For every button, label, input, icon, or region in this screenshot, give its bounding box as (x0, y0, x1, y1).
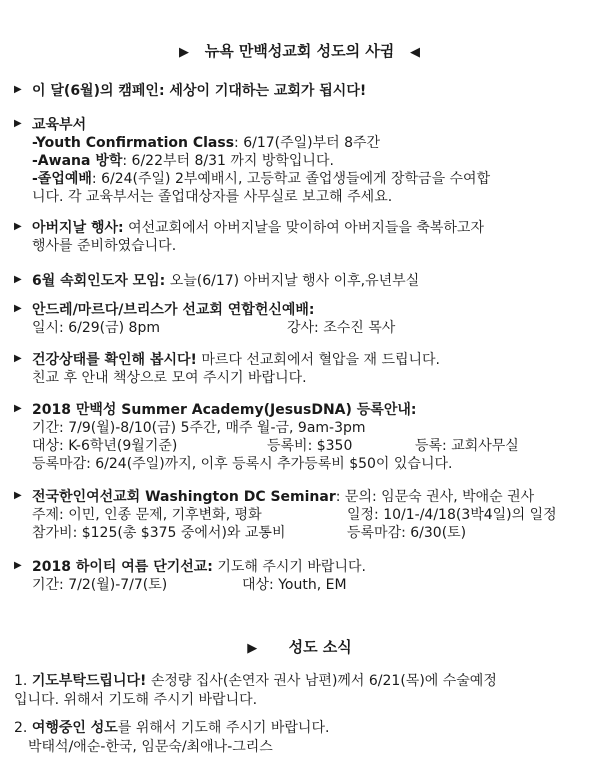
announcement-leaders-meeting (14, 272, 584, 290)
bullet-icon: ▶ (14, 303, 22, 314)
summer-academy-deadline: 등록마감: 6/24(주일)까지, 이후 등록시 추가등록비 $50이 있습니다. (32, 456, 453, 472)
haiti-mission-period: 기간: 7/2(월)-7/7(토) (32, 577, 168, 593)
summer-academy-register: 등록: 교회사무실 (415, 438, 519, 454)
left-triangle-icon: ◀ (409, 45, 420, 60)
prayer-request-text-cont: 입니다. 위해서 기도해 주시기 바랍니다. (14, 692, 258, 708)
bullet-icon: ▶ (14, 84, 22, 95)
section-title: 뉴욕 만백성교회 성도의 사귐 (204, 42, 395, 60)
dc-seminar-contact: : 문의: 임문숙 권사, 박애순 권사 (335, 489, 535, 505)
joint-service-speaker: 강사: 조수진 목사 (287, 320, 396, 336)
graduation-label: -졸업예배 (32, 171, 92, 187)
education-title: 교육부서 (32, 117, 87, 133)
health-check-text-cont: 친교 후 안내 책상으로 모여 주시기 바랍니다. (32, 370, 307, 386)
campaign-text: 이 달(6월)의 캠페인: 세상이 기대하는 교회가 됩시다! (32, 83, 367, 99)
dc-seminar-schedule: 일정: 10/1-/4/18(3박4일)의 일정 (347, 507, 557, 523)
youth-class-text: : 6/17(주일)부터 8주간 (234, 135, 381, 151)
dc-seminar-topic: 주제: 이민, 인종 문제, 기후변화, 평화 (32, 507, 262, 523)
fathers-day-text-cont: 행사를 준비하였습니다. (32, 238, 177, 254)
news-number: 2. (14, 720, 28, 736)
bullet-icon: ▶ (14, 118, 22, 129)
section-header-fellowship (0, 40, 599, 61)
haiti-mission-text: 기도해 주시기 바랍니다. (212, 559, 366, 575)
announcement-education (14, 116, 584, 206)
right-triangle-icon: ▶ (247, 641, 258, 656)
announcement-dc-seminar (14, 488, 584, 542)
announcement-joint-service (14, 301, 584, 337)
bullet-icon: ▶ (14, 274, 22, 285)
bullet-icon: ▶ (14, 490, 22, 501)
bullet-icon: ▶ (14, 221, 22, 232)
graduation-text: : 6/24(주일) 2부예배시, 고등학교 졸업생들에게 장학금을 수여합 (91, 171, 491, 187)
section-title: 성도 소식 (288, 638, 352, 656)
prayer-request-text: 손정량 집사(손연자 권사 남편)께서 6/21(목)에 수술예정 (146, 673, 497, 689)
joint-service-date: 일시: 6/29(금) 8pm (32, 320, 160, 336)
summer-academy-title: 2018 만백성 Summer Academy(JesusDNA) 등록안내: (32, 402, 417, 418)
announcement-health-check (14, 351, 584, 387)
traveling-label: 여행중인 성도 (31, 720, 118, 736)
haiti-mission-label: 2018 하이티 여름 단기선교: (32, 559, 213, 575)
dc-seminar-label: 전국한인여선교회 Washington DC Seminar (32, 489, 336, 505)
bullet-icon: ▶ (14, 560, 22, 571)
announcement-campaign (14, 82, 584, 100)
haiti-mission-target: 대상: Youth, EM (242, 577, 347, 593)
leaders-meeting-label: 6월 속회인도자 모임: (32, 273, 166, 289)
health-check-label: 건강상태를 확인해 봅시다! (32, 352, 197, 368)
bullet-icon: ▶ (14, 353, 22, 364)
summer-academy-fee: 등록비: $350 (267, 438, 353, 454)
section-header-member-news (0, 636, 599, 657)
traveling-text: 를 위해서 기도해 주시기 바랍니다. (117, 720, 330, 736)
prayer-request-label: 기도부탁드립니다! (31, 673, 147, 689)
youth-class-label: -Youth Confirmation Class (32, 135, 235, 151)
news-item-prayer-request (14, 672, 589, 710)
graduation-text-cont: 니다. 각 교육부서는 졸업대상자를 사무실로 보고해 주세요. (32, 189, 393, 205)
awana-label: -Awana 방학 (32, 153, 123, 169)
joint-service-title: 안드레/마르다/브리스가 선교회 연합헌신예배: (32, 302, 315, 318)
news-item-traveling-members (14, 719, 589, 757)
announcement-haiti-mission (14, 558, 584, 594)
announcement-fathers-day (14, 219, 584, 255)
fathers-day-text: 여선교회에서 아버지날을 맞이하여 아버지들을 축복하고자 (123, 220, 484, 236)
fathers-day-label: 아버지날 행사: (32, 220, 124, 236)
summer-academy-period: 기간: 7/9(월)-8/10(금) 5주간, 매주 월-금, 9am-3pm (32, 420, 366, 436)
summer-academy-target: 대상: K-6학년(9월기준) (32, 438, 178, 454)
announcement-summer-academy (14, 401, 584, 473)
leaders-meeting-text: 오늘(6/17) 아버지날 행사 이후,유년부실 (165, 273, 420, 289)
awana-text: : 6/22부터 8/31 까지 방학입니다. (122, 153, 334, 169)
traveling-names: 박태석/애순-한국, 임문숙/최애나-그리스 (28, 739, 273, 755)
dc-seminar-cost: 참가비: $125(총 $375 중에서)와 교통비 (32, 525, 286, 541)
news-number: 1. (14, 673, 28, 689)
right-triangle-icon: ▶ (179, 45, 190, 60)
health-check-text: 마르다 선교회에서 혈압을 재 드립니다. (196, 352, 440, 368)
bullet-icon: ▶ (14, 403, 22, 414)
dc-seminar-deadline: 등록마감: 6/30(토) (347, 525, 467, 541)
